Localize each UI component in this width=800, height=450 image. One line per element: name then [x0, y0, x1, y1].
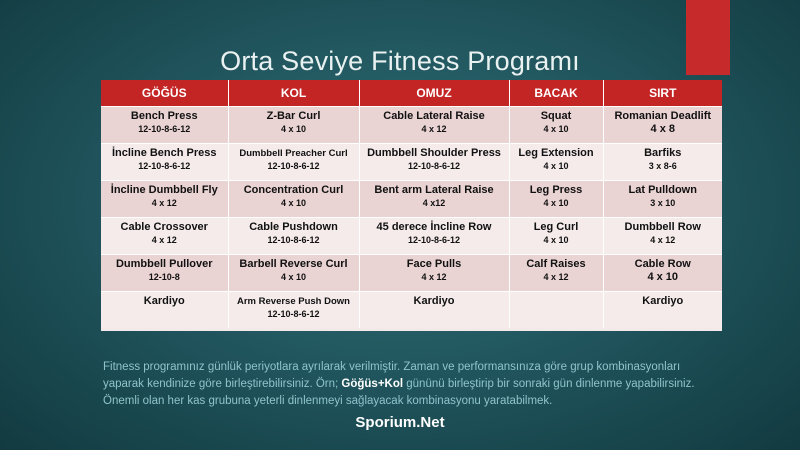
exercise-name: Cable Lateral Raise: [383, 110, 485, 122]
description-part2: gününü birleştirip bir sonraki gün dinlenme yapabilirsiniz. Önemli olan her kas grubuna yeterli dinlenmeyi sağlayacak kombinasyonu yaratabilmek.: [103, 377, 695, 407]
table-cell: [359, 255, 509, 292]
exercise-reps: 4 x 12: [151, 198, 177, 208]
exercise-name: Arm Reverse Push Down: [237, 296, 350, 307]
table-body: [101, 107, 722, 329]
exercise-reps: 4 x 10: [280, 198, 307, 208]
exercise-name: Bench Press: [130, 110, 198, 122]
table-row: [101, 218, 722, 255]
exercise-reps: 12-10-8-6-12: [138, 161, 191, 171]
description-part1: Fitness programınız günlük periyotlara ayrılarak verilmiştir. Zaman ve performansınıza göre grup kombinasyonları yaparak kendinize göre birleştirebilirsiniz. Örn;: [103, 360, 681, 390]
exercise-reps: 12-10-8: [148, 272, 180, 282]
table-cell: [359, 181, 509, 218]
exercise-reps: 3 x 8-6: [648, 161, 677, 171]
exercise-reps: 4 x 10: [543, 124, 569, 134]
exercise-name: Face Pulls: [406, 258, 462, 270]
table-cell: [509, 255, 603, 292]
header-kol: KOL: [228, 80, 359, 107]
table-cell: [509, 218, 603, 255]
exercise-name: İncline Dumbbell Fly: [110, 184, 218, 196]
table-cell: [228, 292, 359, 329]
table-row: [101, 107, 722, 144]
exercise-reps: 4 x 12: [650, 235, 676, 245]
header-bacak: BACAK: [509, 80, 603, 107]
table-cell: [228, 218, 359, 255]
table-cell: [359, 292, 509, 329]
exercise-name: Kardiyo: [413, 295, 455, 307]
exercise-name: Romanian Deadlift: [614, 110, 712, 122]
exercise-name: Dumbbell Preacher Curl: [239, 148, 348, 159]
exercise-reps: 12-10-8-6-12: [267, 161, 320, 171]
table-cell: [603, 107, 722, 144]
table-cell: [359, 218, 509, 255]
table-cell: [359, 107, 509, 144]
exercise-reps: 4 x 10: [543, 235, 569, 245]
table-cell: [359, 144, 509, 181]
exercise-reps: 4 x 10: [647, 271, 679, 283]
exercise-reps: 4 x 12: [151, 235, 177, 245]
site-footer-brand: Sporium.Net: [355, 414, 445, 431]
table-cell: [603, 181, 722, 218]
exercise-name: Cable Row: [634, 258, 691, 270]
exercise-reps: 4 x12: [422, 198, 446, 208]
exercise-reps: 4 x 10: [543, 161, 569, 171]
exercise-reps: 12-10-8-6-12: [407, 235, 461, 245]
table-row: [101, 292, 722, 329]
exercise-name: Leg Extension: [518, 147, 594, 159]
exercise-name: Z-Bar Curl: [266, 110, 321, 122]
description-bold: Göğüs+Kol: [341, 377, 404, 390]
exercise-reps: 4 x 8: [650, 123, 675, 135]
exercise-name: Lat Pulldown: [628, 184, 697, 196]
exercise-reps: 4 x 10: [280, 272, 307, 282]
exercise-reps: 12-10-8-6-12: [267, 235, 320, 245]
table-row: [101, 181, 722, 218]
exercise-name: Dumbbell Pullover: [115, 258, 213, 270]
header-gogus: GÖĞÜS: [101, 80, 228, 107]
exercise-name: Cable Pushdown: [249, 221, 338, 233]
table-cell: [228, 181, 359, 218]
header-omuz: OMUZ: [359, 80, 509, 107]
exercise-name: Cable Crossover: [120, 221, 208, 233]
exercise-name: Barbell Reverse Curl: [239, 258, 348, 270]
page-title: Orta Seviye Fitness Programı: [220, 46, 580, 77]
program-table-wrapper: [101, 80, 722, 331]
table-cell: [603, 255, 722, 292]
exercise-name: Squat: [540, 110, 572, 122]
table-header-row: [101, 80, 722, 107]
table-cell: [603, 292, 722, 329]
exercise-name: İncline Bench Press: [111, 147, 217, 159]
table-cell: [509, 107, 603, 144]
exercise-name: Concentration Curl: [243, 184, 344, 196]
table-cell: [509, 292, 603, 329]
table-cell: [228, 144, 359, 181]
exercise-reps: 4 x 12: [543, 272, 569, 282]
table-cell: [101, 181, 228, 218]
table-cell: [101, 107, 228, 144]
exercise-reps: 4 x 12: [421, 124, 447, 134]
exercise-name: Leg Press: [529, 184, 583, 196]
table-cell: [101, 144, 228, 181]
exercise-reps: 12-10-8-6-12: [138, 124, 191, 134]
exercise-name: Calf Raises: [526, 258, 586, 270]
exercise-reps: 3 x 10: [650, 198, 676, 208]
exercise-reps: 4 x 10: [280, 124, 307, 134]
table-cell: [228, 255, 359, 292]
exercise-reps: 4 x 12: [421, 272, 447, 282]
table-cell: [509, 181, 603, 218]
program-table: [101, 80, 722, 328]
table-cell: [101, 218, 228, 255]
table-cell: [603, 218, 722, 255]
exercise-name: Kardiyo: [143, 295, 185, 307]
exercise-reps: 4 x 10: [543, 198, 569, 208]
exercise-name: Dumbbell Row: [624, 221, 701, 233]
exercise-name: Kardiyo: [642, 295, 684, 307]
table-row: [101, 255, 722, 292]
header-sirt: SIRT: [603, 80, 722, 107]
exercise-name: Barfiks: [644, 147, 682, 159]
exercise-name: Bent arm Lateral Raise: [374, 184, 494, 196]
exercise-reps: 12-10-8-6-12: [267, 309, 320, 319]
exercise-name: Dumbbell Shoulder Press: [367, 147, 501, 159]
table-cell: [228, 107, 359, 144]
table-cell: [603, 144, 722, 181]
table-cell: [509, 144, 603, 181]
table-cell: [101, 292, 228, 329]
exercise-reps: 12-10-8-6-12: [407, 161, 461, 171]
exercise-name: 45 derece İncline Row: [376, 221, 492, 233]
description-text: [103, 359, 723, 410]
exercise-name: Leg Curl: [533, 221, 579, 233]
table-row: [101, 144, 722, 181]
table-cell: [101, 255, 228, 292]
